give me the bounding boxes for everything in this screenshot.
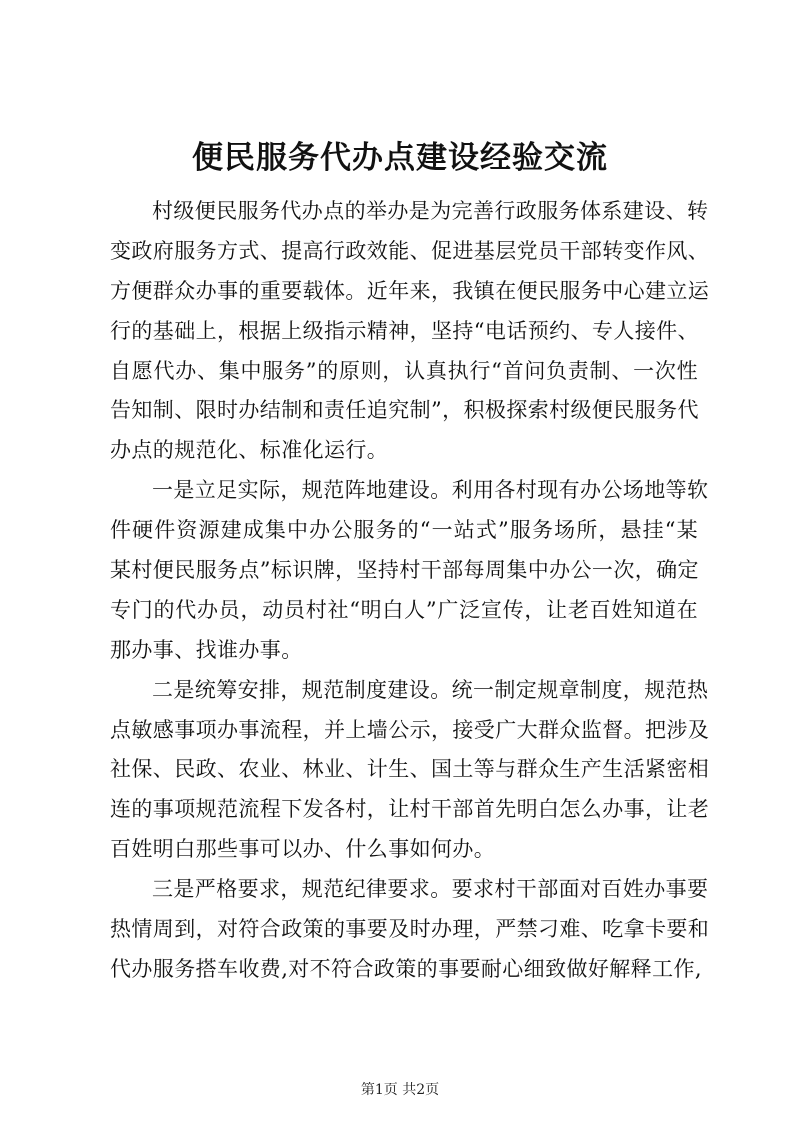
paragraph xyxy=(110,671,710,870)
paragraph-line: 点敏感事项办事流程，并上墙公示，接受广大群众监督。把涉及 xyxy=(110,717,710,742)
paragraph-line: 社保、民政、农业、林业、计生、国土等与群众生产生活紧密相 xyxy=(110,757,710,782)
paragraph-line: 那办事、找谁办事。 xyxy=(110,637,303,662)
paragraph-line: 件硬件资源建成集中办公服务的“一站式”服务场所，悬挂“某 xyxy=(110,518,698,543)
paragraph-line: 二是统筹安排，规范制度建设。统一制定规章制度，规范热 xyxy=(152,677,709,702)
paragraph-line: 办点的规范化、标准化运行。 xyxy=(110,438,389,463)
document-body xyxy=(110,192,710,990)
document-title: 便民服务代办点建设经验交流 xyxy=(192,140,608,176)
paragraph-line: 方便群众办事的重要载体。近年来，我镇在便民服务中心建立运 xyxy=(110,278,710,303)
paragraph xyxy=(110,192,710,471)
paragraph-line: 行的基础上，根据上级指示精神，坚持“电话预约、专人接件、 xyxy=(110,318,699,343)
paragraph-line: 连的事项规范流程下发各村，让村干部首先明白怎么办事，让老 xyxy=(110,797,710,822)
paragraph xyxy=(110,471,709,670)
paragraph-line: 告知制、限时办结制和责任追究制”，积极探索村级便民服务代 xyxy=(110,398,699,423)
paragraph-line: 一是立足实际，规范阵地建设。利用各村现有办公场地等软 xyxy=(152,478,709,503)
paragraph-line: 百姓明白那些事可以办、什么事如何办。 xyxy=(110,837,496,862)
paragraph-line: 代办服务搭车收费,对不符合政策的事要耐心细致做好解释工作, xyxy=(110,956,702,981)
paragraph xyxy=(110,870,710,990)
paragraph-line: 某村便民服务点”标识牌，坚持村干部每周集中办公一次，确定 xyxy=(110,558,699,583)
paragraph-line: 三是严格要求，规范纪律要求。要求村干部面对百姓办事要 xyxy=(152,877,709,902)
page-footer: 第1页 共2页 xyxy=(360,1082,440,1098)
paragraph-line: 变政府服务方式、提高行政效能、促进基层党员干部转变作风、 xyxy=(110,238,710,263)
paragraph-line: 专门的代办员，动员村社“明白人”广泛宣传，让老百姓知道在 xyxy=(110,597,698,622)
paragraph-line: 村级便民服务代办点的举办是为完善行政服务体系建设、转 xyxy=(152,199,709,223)
paragraph-line: 自愿代办、集中服务”的原则，认真执行“首问负责制、一次性 xyxy=(110,358,698,383)
paragraph-line: 热情周到，对符合政策的事要及时办理，严禁刁难、吃拿卡要和 xyxy=(110,917,710,942)
